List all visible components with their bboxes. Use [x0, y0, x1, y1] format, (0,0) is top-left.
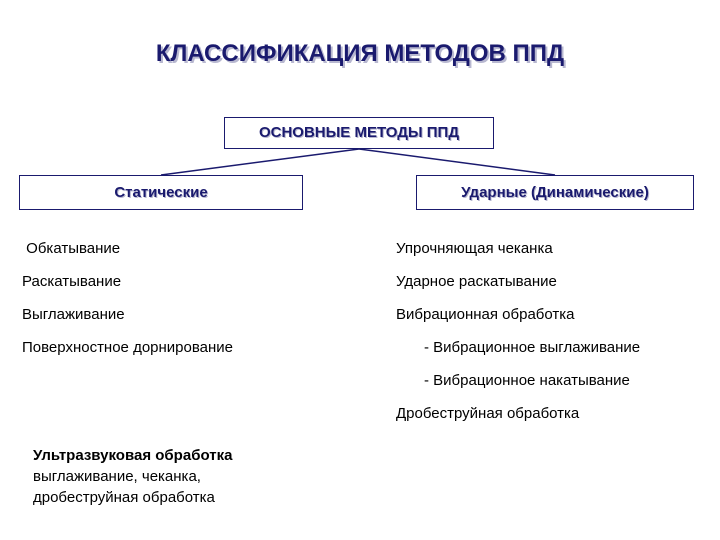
ultrasonic-heading: Ультразвуковая обработка: [33, 447, 233, 464]
connector-right: [359, 149, 555, 175]
list-item: - Вибрационное выглаживание: [424, 339, 641, 356]
impact-methods-list: [396, 232, 640, 430]
ultrasonic-line: выглаживание, чеканка,: [33, 468, 201, 485]
list-item: Вибрационная обработка: [396, 306, 575, 323]
page-title: КЛАССИФИКАЦИЯ МЕТОДОВ ППД: [155, 40, 565, 67]
static-methods-list: [22, 232, 233, 364]
ultrasonic-line: дробеструйная обработка: [33, 489, 215, 506]
ultrasonic-note: [33, 445, 232, 508]
connector-left: [161, 149, 359, 175]
list-item: Упрочняющая чеканка: [396, 240, 553, 257]
list-item: Ударное раскатывание: [396, 273, 557, 290]
impact-methods-node: Ударные (Динамические): [416, 175, 694, 210]
list-item: Раскатывание: [22, 273, 122, 290]
root-node: ОСНОВНЫЕ МЕТОДЫ ППД: [224, 117, 494, 149]
list-item: Поверхностное дорнирование: [22, 339, 234, 356]
list-item: Дробеструйная обработка: [396, 405, 580, 422]
list-item: Выглаживание: [22, 306, 125, 323]
list-item: Обкатывание: [22, 240, 121, 257]
static-methods-node: Статические: [19, 175, 303, 210]
list-item: - Вибрационное накатывание: [424, 372, 630, 389]
